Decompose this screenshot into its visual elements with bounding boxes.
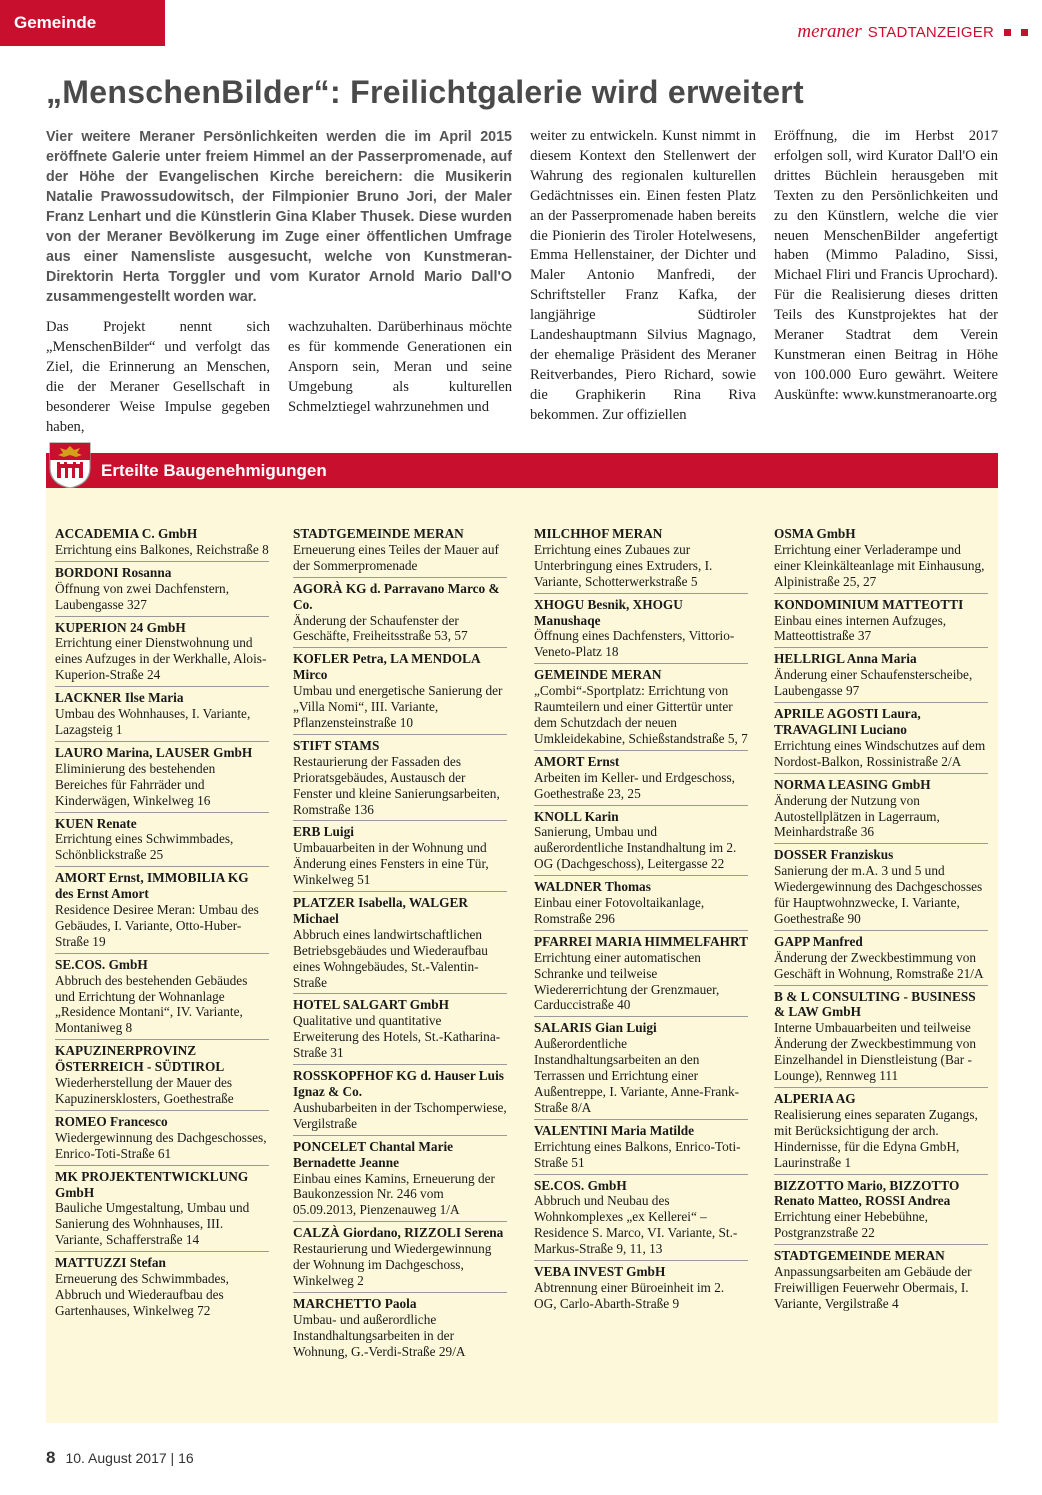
permit-entry	[293, 526, 507, 578]
permit-entry	[55, 565, 269, 617]
permit-entry	[55, 620, 269, 688]
permit-description: Öffnung von zwei Dachfenstern, Laubengasse 327	[55, 580, 230, 612]
permit-entry	[774, 989, 988, 1088]
permit-entry	[293, 651, 507, 735]
permit-applicant: PFARREI MARIA HIMMELFAHRT	[534, 933, 748, 949]
permit-entry	[534, 754, 748, 806]
permit-description: Restaurierung und Wiedergewinnung der Wohnung im Dachgeschoss, Winkelweg 2	[293, 1241, 492, 1288]
permit-description: Außerordentliche Instandhaltungsarbeiten an den Terrassen und Errichtung einer Außentreppe, I. Variante, Anne-Frank-Straße 8/A	[534, 1036, 740, 1115]
permit-applicant: OSMA GmbH	[774, 526, 856, 541]
permit-description: Eliminierung des bestehenden Bereiches für Fahrräder und Kinderwägen, Winkelweg 16	[55, 760, 216, 808]
permit-entry	[774, 597, 988, 649]
permit-description: Interne Umbauarbeiten und teilweise Änderung der Zweckbestimmung von Einzelhandel in Dienstleistung (Bar - Lounge), Rennweg 111	[774, 1020, 976, 1084]
permit-entry	[534, 526, 748, 594]
meran-coat-of-arms-icon	[47, 440, 93, 490]
permit-entry	[293, 895, 507, 994]
permit-applicant: NORMA LEASING GmbH	[774, 776, 931, 792]
permit-applicant: ROSSKOPFHOF KG d. Hauser Luis Ignaz & Co.	[293, 1068, 504, 1099]
permits-column-4	[774, 526, 988, 1318]
permit-description: Errichtung einer Dienstwohnung und eines Aufzuges in der Werkhalle, Alois-Kuperion-Straße 24	[55, 635, 267, 683]
permit-entry	[534, 809, 748, 877]
body-column-2: wachzuhalten. Darüberhinaus möchte es für kommende Generationen ein Ansporn sein, Meran und seine Umgebung als kulturellen Schmelztiegel wahrzunehmen und	[288, 319, 512, 415]
permit-description: Öffnung eines Dachfensters, Vittorio-Veneto-Platz 18	[534, 628, 735, 660]
permit-applicant: PLATZER Isabella, WALGER Michael	[293, 895, 468, 926]
permit-applicant: GEMEINDE MERAN	[534, 667, 662, 683]
permits-title: Erteilte Baugenehmigungen	[101, 460, 327, 480]
permit-applicant: SE.COS. GmbH	[55, 956, 148, 972]
permit-entry	[774, 777, 988, 845]
permit-applicant: MK PROJEKTENTWICKLUNG GmbH	[55, 1168, 249, 1200]
permit-applicant: MILCHHOF MERAN	[534, 526, 663, 541]
permit-description: Wiedergewinnung des Dachgeschosses, Enrico-Toti-Straße 61	[55, 1129, 267, 1161]
permit-description: Umbauarbeiten in der Wohnung und Änderung eines Fensters in eine Tür, Winkelweg 51	[293, 840, 489, 888]
permit-entry	[293, 1296, 507, 1363]
permit-entry	[293, 581, 507, 649]
permit-applicant: ALPERIA AG	[774, 1091, 856, 1106]
permit-entry	[534, 597, 748, 665]
permit-applicant: LAURO Marina, LAUSER GmbH	[55, 744, 253, 760]
permit-entry	[55, 1255, 269, 1322]
permit-description: Residence Desiree Meran: Umbau des Gebäudes, I. Variante, Otto-Huber-Straße 19	[55, 902, 259, 949]
permit-applicant: KOFLER Petra, LA MENDOLA Mirco	[293, 651, 480, 683]
permit-description: Errichtung eines Zubaues zur Unterbringung eines Extruders, I. Variante, Schotterwerkstraße 5	[534, 541, 713, 589]
permit-description: Abbruch eines landwirtschaftlichen Betriebsgebäudes und Wiederaufbau eines Wohngebäudes, St.-Valentin-Straße	[293, 926, 488, 990]
permit-entry	[55, 816, 269, 868]
permit-applicant: DOSSER Franziskus	[774, 847, 894, 863]
permit-entry	[774, 526, 988, 594]
permit-applicant: KUEN Renate	[55, 815, 137, 831]
permit-description: Errichtung einer Verladerampe und einer Kleinkälteanlage mit Einhausung, Alpinistraße 25, 27	[774, 541, 985, 589]
permit-description: Umbau- und außerordliche Instandhaltungsarbeiten in der Wohnung, G.-Verdi-Straße 29/A	[293, 1311, 466, 1359]
permit-applicant: MARCHETTO Paola	[293, 1295, 417, 1311]
permit-description: „Combi“-Sportplatz: Errichtung von Raumteilern und einer Gittertür unter dem Schutzdach der neuen Umkleidekabine, Schießstandstraße 5, 7	[534, 683, 748, 746]
permit-applicant: BORDONI Rosanna	[55, 564, 172, 580]
permit-entry	[55, 1043, 269, 1111]
permit-entry	[534, 667, 748, 751]
permit-applicant: APRILE AGOSTI Laura, TRAVAGLINI Luciano	[774, 706, 921, 737]
permit-applicant: LACKNER Ilse Maria	[55, 690, 184, 706]
permit-applicant: STADTGEMEINDE MERAN	[774, 1248, 945, 1264]
permit-applicant: VEBA INVEST GmbH	[534, 1264, 666, 1280]
permit-applicant: STIFT STAMS	[293, 737, 380, 753]
permit-description: Abtrennung einer Büroeinheit im 2. OG, Carlo-Abarth-Straße 9	[534, 1279, 725, 1311]
permit-applicant: CALZÀ Giordano, RIZZOLI Serena	[293, 1225, 504, 1241]
permit-entry	[774, 1178, 988, 1246]
permits-column-3	[534, 526, 748, 1318]
permit-applicant: XHOGU Besnik, XHOGU Manushaqe	[534, 596, 683, 628]
permits-column-2	[293, 526, 507, 1366]
permits-column-1	[55, 526, 269, 1325]
permit-description: Einbau eines internen Aufzuges, Matteottistraße 37	[774, 612, 947, 644]
permit-applicant: KUPERION 24 GmbH	[55, 619, 186, 635]
permit-applicant: SE.COS. GmbH	[534, 1177, 627, 1193]
permit-entry	[55, 870, 269, 954]
permit-description: Umbau des Wohnhauses, I. Variante, Lazagsteig 1	[55, 706, 251, 737]
permit-description: Errichtung eines Windschutzes auf dem Nordost-Balkon, Rossinistraße 2/A	[774, 737, 986, 769]
permit-description: Erneuerung des Schwimmbades, Abbruch und Wiederaufbau des Gartenhauses, Winkelweg 72	[55, 1271, 229, 1318]
permit-applicant: AMORT Ernst	[534, 753, 620, 769]
permit-description: Errichtung einer Hebebühne, Postgranzstraße 22	[774, 1209, 928, 1241]
permit-applicant: ERB Luigi	[293, 824, 354, 840]
permit-description: Bauliche Umgestaltung, Umbau und Sanierung des Wohnhauses, III. Variante, Schafferstraße 14	[55, 1200, 250, 1248]
permit-applicant: AGORÀ KG d. Parravano Marco & Co.	[293, 580, 500, 612]
permit-description: Errichtung eines Balkons, Enrico-Toti-Straße 51	[534, 1138, 741, 1170]
permit-description: Einbau eines Kamins, Erneuerung der Baukonzession Nr. 246 vom 05.09.2013, Pienzenauweg 1/A	[293, 1170, 495, 1218]
permit-description: Änderung der Schaufenster der Geschäfte, Freiheitsstraße 53, 57	[293, 612, 468, 644]
body-column-3: weiter zu entwickeln. Kunst nimmt in diesem Kontext den Stellenwert der Wahrung des regionalen kulturellen Gedächtnisses ein. Einen festen Platz an der Passerpromenade haben bereits die Pionierin des Tiroler Hotelwesens, Emma Hellenstainer, der Dichter und Maler Antonio Manfredi, der Schriftsteller Franz Kafka, der langjährige Südtiroler Landeshauptmann Silvius Magnago, der ehemalige Präsident des Meraner Reitverbandes, Piero Richard, sowie die Graphikerin Rina Riva bekommen. Zur offiziellen	[530, 128, 756, 423]
permits-header	[46, 453, 998, 488]
permit-applicant: AMORT Ernst, IMMOBILIA KG des Ernst Amort	[55, 870, 249, 902]
permit-applicant: KAPUZINERPROVINZ ÖSTERREICH - SÜDTIROL	[55, 1043, 225, 1075]
permit-entry	[293, 997, 507, 1065]
permit-applicant: STADTGEMEINDE MERAN	[293, 526, 464, 541]
square-icon	[1004, 29, 1011, 36]
permit-entry	[293, 738, 507, 822]
permit-description: Änderung der Zweckbestimmung von Geschäft in Wohnung, Romstraße 21/A	[774, 949, 984, 981]
permit-applicant: ACCADEMIA C. GmbH	[55, 526, 198, 541]
permit-description: Erneuerung eines Teiles der Mauer auf der Sommerpromenade	[293, 541, 499, 573]
permit-applicant: HOTEL SALGART GmbH	[293, 997, 449, 1013]
permit-description: Änderung der Nutzung von Autostellplätzen in Lagerraum, Meinhardstraße 36	[774, 792, 940, 840]
permit-applicant: HELLRIGL Anna Maria	[774, 651, 917, 667]
permit-entry	[534, 879, 748, 931]
body-column-1: Das Projekt nennt sich „MenschenBilder“ und verfolgt das Ziel, die Erinnerung an Menschen, die der Meraner Gesellschaft in besonderer Weise Impulse gegeben haben,	[46, 319, 270, 435]
permit-entry	[293, 1225, 507, 1293]
permit-description: Sanierung, Umbau und außerordentliche Instandhaltung im 2. OG (Dachgeschoss), Leitergasse 22	[534, 824, 737, 872]
permit-description: Errichtung eins Balkones, Reichstraße 8	[55, 541, 269, 557]
permit-applicant: ROMEO Francesco	[55, 1113, 168, 1129]
masthead-script: meraner	[797, 21, 862, 42]
body-column-4: Eröffnung, die im Herbst 2017 erfolgen soll, wird Kurator Dall'O ein drittes Büchlein herausgeben mit Texten zu den Persönlichkeiten und zu den Künstlern, welche die vier neuen MenschenBilder angefertigt haben (Mimmo Paladino, Sissi, Michael Fliri und Francis Uprochard). Für die Realisierung dieses dritten Teils des Kunstprojektes hat der Meraner Stadtrat dem Verein Kunstmeran einen Beitrag in Höhe von 100.000 Euro gewährt. Weitere Auskünfte: www.kunstmeranoarte.org	[774, 128, 998, 403]
permit-entry	[293, 1068, 507, 1136]
permit-entry	[774, 651, 988, 703]
page-number: 8	[46, 1448, 56, 1467]
page-footer	[46, 1448, 194, 1468]
permit-description: Restaurierung der Fassaden des Prioratsgebäudes, Austausch der Fenster und kleine Sanierungsarbeiten, Romstraße 136	[293, 753, 500, 817]
permit-description: Errichtung einer automatischen Schranke und teilweise Wiedererrichtung der Grenzmauer, Carduccistraße 40	[534, 949, 720, 1013]
permit-entry	[293, 824, 507, 892]
permit-entry	[534, 1264, 748, 1315]
permit-applicant: KONDOMINIUM MATTEOTTI	[774, 596, 964, 612]
permit-entry	[534, 1020, 748, 1119]
article-headline: „MenschenBilder“: Freilichtgalerie wird erweitert	[46, 74, 805, 110]
permit-entry	[55, 745, 269, 813]
permit-applicant: BIZZOTTO Mario, BIZZOTTO Renato Matteo, ROSSI Andrea	[774, 1177, 960, 1209]
masthead-logo	[797, 20, 1028, 44]
permit-description: Änderung einer Schaufensterscheibe, Laubengasse 97	[774, 667, 973, 699]
permit-description: Abbruch des bestehenden Gebäudes und Errichtung der Wohnanlage „Residence Montani“, IV. Variante, Montaniweg 8	[55, 972, 248, 1036]
issue-date: 10. August 2017 | 16	[65, 1450, 194, 1466]
permit-entry	[534, 1178, 748, 1262]
permit-entry	[774, 706, 988, 774]
permit-description: Einbau einer Fotovoltaikanlage, Romstraße 296	[534, 895, 705, 926]
permit-description: Qualitative und quantitative Erweiterung des Hotels, St.-Katharina-Straße 31	[293, 1013, 501, 1061]
permit-entry	[293, 1139, 507, 1223]
permit-entry	[55, 1169, 269, 1253]
permit-entry	[55, 1114, 269, 1166]
permit-description: Realisierung eines separaten Zugangs, mit Berücksichtigung der arch. Hindernisse, für die Edyna GmbH, Laurinstraße 1	[774, 1106, 978, 1170]
permit-applicant: PONCELET Chantal Marie Bernadette Jeanne	[293, 1138, 454, 1170]
permit-description: Anpassungsarbeiten am Gebäude der Freiwilligen Feuerwehr Obermais, I. Variante, Vergilstraße 4	[774, 1264, 972, 1311]
permit-entry	[774, 1248, 988, 1315]
permit-applicant: VALENTINI Maria Matilde	[534, 1122, 695, 1138]
permit-entry	[774, 847, 988, 931]
permit-description: Aushubarbeiten in der Tschomperwiese, Vergilstraße	[293, 1099, 507, 1131]
permit-applicant: MATTUZZI Stefan	[55, 1255, 166, 1271]
permit-entry	[534, 934, 748, 1018]
permit-entry	[774, 934, 988, 986]
permit-applicant: SALARIS Gian Luigi	[534, 1020, 657, 1036]
article-lead: Vier weitere Meraner Persönlichkeiten werden die im April 2015 eröffnete Galerie unter freiem Himmel an der Passerpromenade, auf der Höhe der Evangelischen Kirche bereichern: die Musikerin Natalie Prawossudowitsch, der Filmpionier Bruno Jori, der Maler Franz Lenhart und die Künstlerin Gina Klaber Thusek. Diese wurden von der Meraner Bevölkerung im Zuge einer öffentlichen Umfrage aus einer Namensliste ausgesucht, welche von Kunstmeran-Direktorin Herta Torggler und vom Kurator Arnold Mario Dall'O zusammengestellt worden war.	[46, 129, 512, 305]
permit-description: Arbeiten im Keller- und Erdgeschoss, Goethestraße 23, 25	[534, 769, 735, 801]
section-label: Gemeinde	[0, 0, 165, 46]
permit-entry	[534, 1123, 748, 1175]
masthead-caps: STADTANZEIGER	[867, 23, 994, 41]
permit-description: Wiederherstellung der Mauer des Kapuzinersklosters, Goethestraße	[55, 1075, 234, 1106]
permit-applicant: WALDNER Thomas	[534, 879, 651, 895]
permit-entry	[55, 957, 269, 1041]
permit-description: Abbruch und Neubau des Wohnkomplexes „ex Kellerei“ – Residence S. Marco, VI. Variante, St.-Markus-Straße 9, 11, 13	[534, 1193, 738, 1257]
permit-entry	[55, 690, 269, 742]
permit-description: Errichtung eines Schwimmbades, Schönblickstraße 25	[55, 831, 234, 863]
permit-entry	[774, 1091, 988, 1175]
square-icon	[1021, 29, 1028, 36]
permit-applicant: KNOLL Karin	[534, 808, 619, 824]
permit-applicant: B & L CONSULTING - BUSINESS & LAW GmbH	[774, 988, 976, 1020]
permit-description: Umbau und energetische Sanierung der „Villa Nomi“, III. Variante, Pflanzensteinstraße 10	[293, 683, 503, 730]
permit-description: Sanierung der m.A. 3 und 5 und Wiedergewinnung des Dachgeschosses für Hauptwohnzwecke, I. Variante, Goethestraße 90	[774, 863, 983, 926]
permit-applicant: GAPP Manfred	[774, 933, 863, 949]
permit-entry	[55, 526, 269, 562]
